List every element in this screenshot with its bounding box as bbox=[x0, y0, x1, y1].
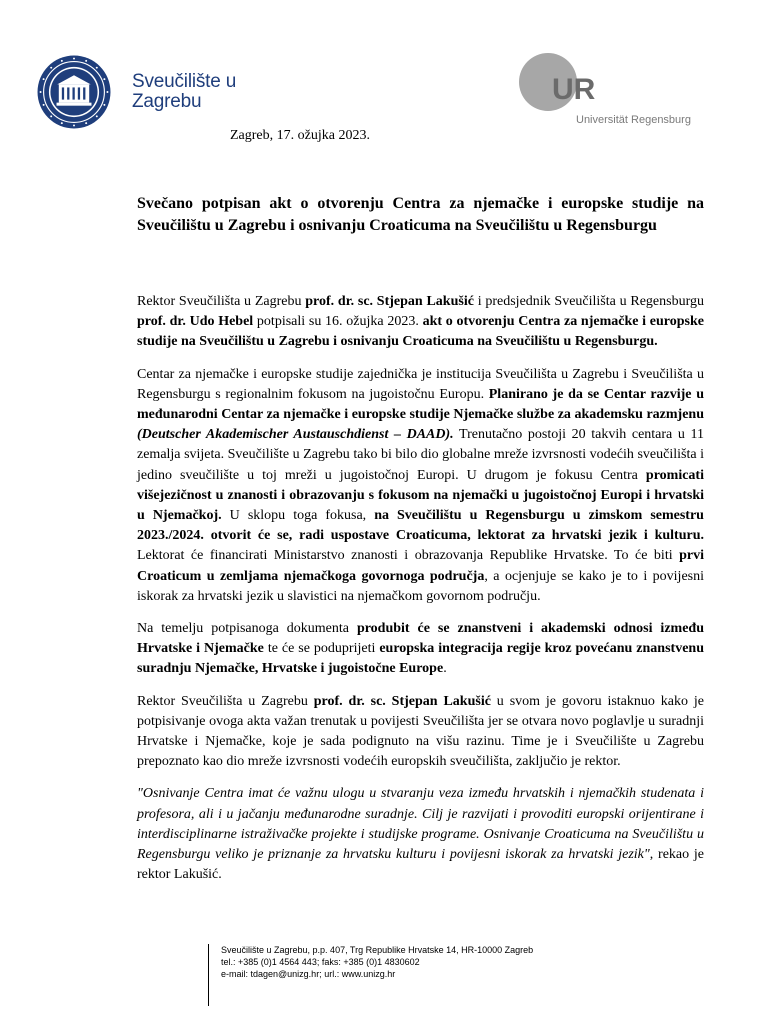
text-run: te će se poduprijeti bbox=[263, 641, 380, 657]
text-run: "Osnivanje Centra imat će važnu ulogu u stvaranju veza između hrvatskih i njemačkih studenata i profesora, ali i u jačanju međunarodne suradnje. Cilj je razvijati i provoditi europski orijentirane i interdisciplinarne istraživačke projekte i studijske programe. Osnivanje Croaticuma na Sveučilištu u Regensburgu veliko je priznanje za hrvatsku kulturu i povijesni iskorak za hrvatski jezik" bbox=[137, 786, 704, 863]
text-run: U sklopu toga fokusa, bbox=[221, 508, 375, 524]
text-run: akt o otvorenju Centra za njemačke i europske studije na Sveučilištu u Zagrebu i osnivanju Croaticuma na Sveučilištu u Regensburgu. bbox=[137, 314, 704, 350]
text-run: prof. dr. sc. Stjepan Lakušić bbox=[313, 693, 491, 709]
footer-phone: tel.: +385 (0)1 4564 443; faks: +385 (0)1 4830602 bbox=[221, 957, 420, 967]
footer-contact bbox=[208, 944, 533, 1006]
text-run: , a ocjenjuje se kako je to i povijesni iskorak za hrvatski jezik u slavistici na njemačkom govornom području. bbox=[137, 568, 704, 604]
university-name bbox=[132, 72, 236, 112]
text-run: Centar za njemačke i europske studije zajednička je institucija Sveučilišta u Zagrebu i Sveučilišta u Regensburgu s regionalnim fokusom na jugoistočnu Europu. bbox=[137, 366, 704, 402]
text-run: europska integracija regije kroz povećanu znanstvenu suradnju Njemačke, Hrvatske i jugoistočne Europe bbox=[137, 641, 704, 677]
university-of-regensburg-logo bbox=[518, 52, 693, 126]
text-run: Rektor Sveučilišta u Zagrebu bbox=[137, 294, 306, 309]
text-run: prof. dr. Udo Hebel bbox=[137, 314, 254, 330]
text-run: potpisali su 16. ožujka 2023. bbox=[253, 314, 423, 330]
university-seal-icon bbox=[36, 54, 112, 130]
body-paragraph bbox=[137, 784, 704, 885]
text-run: prvi Croaticum u zemljama njemačkoga govornoga područja bbox=[137, 548, 704, 584]
university-name-line2: Zagrebu bbox=[132, 91, 202, 112]
university-of-zagreb-logo bbox=[36, 54, 236, 130]
text-run: (Deutscher Akademischer Austauschdienst – DAAD). bbox=[137, 427, 454, 443]
text-run: Trenutačno postoji 20 takvih centara u 11 zemalja svijeta. Sveučilište u Zagrebu tako bi bilo dio globalne mreže izvrsnosti vodećih sveučilišta i jedino sveučilište u toj mreži u jugoistočnoj Europi. U drugom je fokusu Centra bbox=[137, 427, 704, 483]
ur-caption: Universität Regensburg bbox=[576, 114, 691, 126]
ur-logo-icon bbox=[518, 52, 608, 114]
text-run: Planirano je da se Centar razvije u međunarodni Centar za njemačke i europske studije Njemačke službe za akademsku razmjenu bbox=[137, 386, 704, 423]
document-title: Svečano potpisan akt o otvorenju Centra za njemačke i europske studije na Sveučilištu u Zagrebu i osnivanju Croaticuma na Sveučilištu u Regensburgu bbox=[137, 195, 704, 234]
text-run: promicati višejezičnost u znanosti i obrazovanju s fokusom na njemački u jugoistočnoj Europi i hrvatski u Njemačkoj. bbox=[137, 467, 704, 524]
text-run: i predsjednik Sveučilišta u Regensburgu bbox=[473, 294, 705, 309]
body-paragraph bbox=[137, 692, 704, 773]
text-run: , rekao je rektor Lakušić. bbox=[137, 847, 705, 883]
text-run: Rektor Sveučilišta u Zagrebu bbox=[137, 693, 314, 709]
text-run: . bbox=[443, 661, 447, 677]
text-run: u svom je govoru istaknuo kako je potpisivanje ovoga akta važan trenutak u povijesti Sveučilišta jer se otvara novo poglavlje u suradnji Hrvatske i Njemačke, koje je sada podignuto na višu razinu. Time je i Sveučilište u Zagrebu prepoznato kao dio mreže izvrsnosti vodećih europskih sveučilišta, zaključio je rektor. bbox=[137, 693, 704, 770]
text-run: prof. dr. sc. Stjepan Lakušić bbox=[305, 294, 474, 309]
text-run: na Sveučilištu u Regensburgu u zimskom semestru 2023./2024. otvorit će se, radi uspostave Croaticuma, lektorat za hrvatski jezik i kulturu. bbox=[137, 508, 704, 544]
text-run: Na temelju potpisanoga dokumenta bbox=[137, 621, 357, 637]
footer-email: e-mail: tdagen@unizg.hr; url.: www.unizg.hr bbox=[221, 969, 396, 979]
text-run: Lektorat će financirati Ministarstvo znanosti i obrazovanja Republike Hrvatske. To će biti bbox=[137, 548, 680, 564]
university-name-line1: Sveučilište u bbox=[132, 71, 237, 92]
body-paragraph bbox=[137, 292, 704, 353]
document-body bbox=[137, 292, 704, 897]
ur-logo-mark: UR bbox=[552, 73, 596, 106]
body-paragraph bbox=[137, 365, 704, 607]
text-run: produbit će se znanstveni i akademski odnosi između Hrvatske i Njemačke bbox=[137, 621, 704, 657]
document-date: Zagreb, 17. ožujka 2023. bbox=[230, 128, 370, 143]
body-paragraph bbox=[137, 619, 704, 680]
footer-address: Sveučilište u Zagrebu, p.p. 407, Trg Republike Hrvatske 14, HR-10000 Zagreb bbox=[221, 945, 534, 955]
